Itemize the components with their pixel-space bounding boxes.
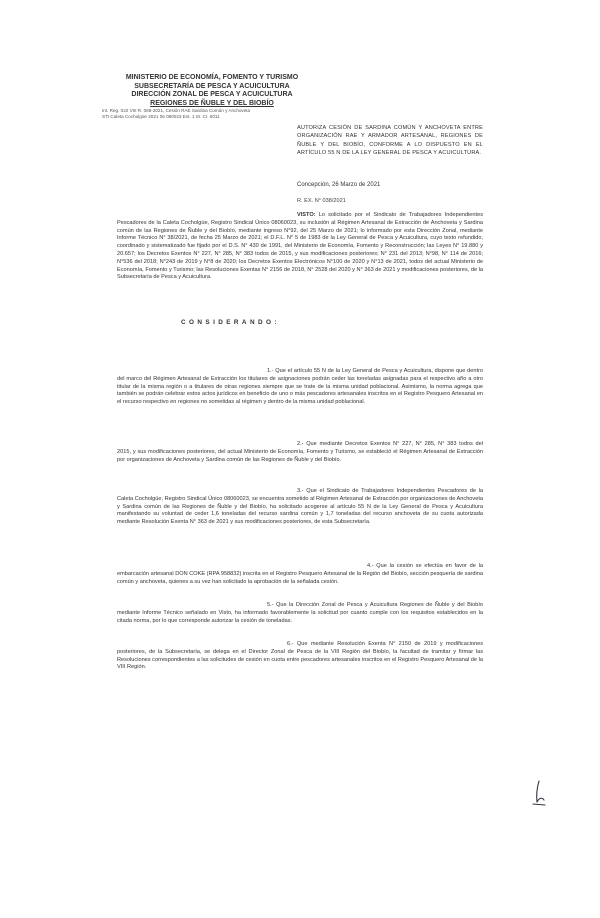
- direccion-name: DIRECCIÓN ZONAL DE PESCA Y ACUICULTURA: [131, 91, 293, 99]
- initials-mark-icon: [530, 780, 546, 806]
- considerando-3: [117, 488, 483, 527]
- visto-text: Lo solicitado por el Sindicato de Trabajadores Independientes Pescadores de la Caleta Cocholgüe, Registro Sindical Único 08060023, su inclusión al Régimen Artesanal de Extracción de Anchoveta y Sardina común de las Regiones de Ñuble y del Biobío, mediante ingreso N°92, del 25 Marzo de 2021; lo informado por esta Dirección Zonal, mediante Informe Técnico N° 38/2021, de fecha 25 Marzo de 2021; el D.F.L. N° 5 de 1983 de la Ley General de Pesca y Acuicultura, cuyo texto refundido, coordinado y sistematizado fue fijado por el D.S. N° 430 de 1991, del Ministerio de Economía, Fomento y Reconstrucción; las Leyes N° 19.880 y 20.657; los Decretos Exentos N° 227, N° 285, N° 383 todos de 2015, y sus modificaciones posteriores; N° 231 del 2013; N°98, N° 114 de 2016; N°536 del 2018; N°243 de 2019 y N°8 de 2020; los Decretos Exentos Electrónicos N°100 de 2020 y N°13 de 2021, todos del actual Ministerio de Economía, Fomento y Turismo; las Resoluciones Exentas N° 2156 de 2018, N° 2528 del 2020 y N° 363 de 2021 y modificaciones posteriores, de la Subsecretaría de Pesca y Acuicultura.: [117, 212, 483, 281]
- letterhead: [102, 74, 312, 120]
- resolution-number: R. EX. N° 038/2021: [297, 198, 346, 204]
- considerando-1: [117, 368, 483, 407]
- considerando-text: 5.- Que la Dirección Zonal de Pesca y Acuicultura Regiones de Ñuble y del Biobío mediante Informe Técnico señalado en Visto, ha informado favorablemente la solicitud por cuanto cumple con los requisitos establecidos en la citada norma, por lo que corresponde autorizar la cesión de toneladas.: [117, 602, 483, 624]
- considerando-6: [117, 641, 483, 672]
- document-subject: AUTORIZA CESIÓN DE SARDINA COMÚN Y ANCHOVETA ENTRE ORGANIZACIÓN RAE Y ARMADOR ARTESANAL, REGIONES DE ÑUBLE Y DEL BIOBÍO, CONFORME A LO DISPUESTO EN EL ARTÍCULO 55 N DE LA LEY GENERAL DE PESCA Y ACUICULTURA.: [297, 125, 483, 157]
- considerando-text: 1.- Que el artículo 55 N de la Ley General de Pesca y Acuicultura, dispone que dentro del marco del Régimen Artesanal de Extracción los titulares de asignaciones podrán ceder las toneladas asignadas para el respectivo año a otro titular de la misma región o a titulares de otras regiones siempre que se trate de la misma unidad poblacional. Asimismo, la norma agrega que también se podrán celebrar estos actos jurídicos en beneficio de uno o más pescadores artesanales inscritos en el Registro Pesquero Artesanal en el recurso respectivo en regiones no sometidas al régimen y dentro de la misma unidad poblacional.: [117, 368, 483, 406]
- subsecretaria-name: SUBSECRETARÍA DE PESCA Y ACUICULTURA: [134, 82, 290, 90]
- reference-line-1: Int. Reg. 022 VIII R. 088-2021, Cesión RAE Sardina Común y Anchoveta: [102, 108, 251, 114]
- considerando-text: 4.- Que la cesión se efectúa en favor de la embarcación artesanal DON COKE (RPA 958832) inscrita en el Registro Pesquero Artesanal de la Región del Biobío, sección pesquería de sardina común y anchoveta, quienes a su vez han solicitado la aprobación de la señalada cesión.: [117, 563, 483, 585]
- considerando-5: [117, 602, 483, 625]
- reference-line-2: STI Caleta Cocholgüe 2021 06 080023 Ext. 1 Sr. Cr. 6011: [102, 114, 220, 120]
- considerando-text: 2.- Que mediante Decretos Exentos N° 227, N° 285, N° 383 todos del 2015, y sus modificaciones posteriores, del actual Ministerio de Economía, Fomento y Turismo, se estableció el Régimen Artesanal de Extracción por organizaciones de Anchoveta y Sardina común de las Regiones de Ñuble y del Biobío.: [117, 441, 483, 463]
- visto-label: VISTO:: [297, 212, 316, 218]
- document-date: Concepción, 26 Marzo de 2021: [297, 182, 381, 188]
- considerando-text: 3.- Que el Sindicato de Trabajadores Independientes Pescadores de la Caleta Cocholgüe, Registro Sindical Único 08060023, se encuentra sometido al Régimen Artesanal de Extracción por organizaciones de Anchoveta y Sardina común de las Regiones de Ñuble y del Biobío, ha solicitado acogerse al artículo 55 N de la Ley General de Pesca y Acuicultura manifestando su voluntad de ceder 1,6 toneladas del recurso sardina común y 1,7 toneladas del recurso anchoveta de su cuota autorizada mediante Resolución Exenta N° 363 de 2021 y sus modificaciones posteriores, de esta Subsecretaría.: [117, 488, 483, 526]
- considerando-2: [117, 441, 483, 464]
- considerando-text: 6.- Que mediante Resolución Exenta N° 2150 de 2019 y modificaciones posteriores, de la Subsecretaría, se delega en el Director Zonal de Pesca de la VIII Región del Biobío, la facultad de tramitar y firmar las Resoluciones correspondientes a las solicitudes de cesión en cuota entre pescadores artesanales inscritos en el Registro Pesquero Artesanal de la VIII Región.: [117, 641, 483, 671]
- considerando-4: [117, 563, 483, 586]
- visto-paragraph: [117, 212, 483, 282]
- region-name: REGIONES DE ÑUBLE Y DEL BIOBÍO: [150, 99, 274, 107]
- considerando-heading: CONSIDERANDO:: [181, 319, 280, 326]
- ministry-name: MINISTERIO DE ECONOMÍA, FOMENTO Y TURISMO: [125, 74, 299, 81]
